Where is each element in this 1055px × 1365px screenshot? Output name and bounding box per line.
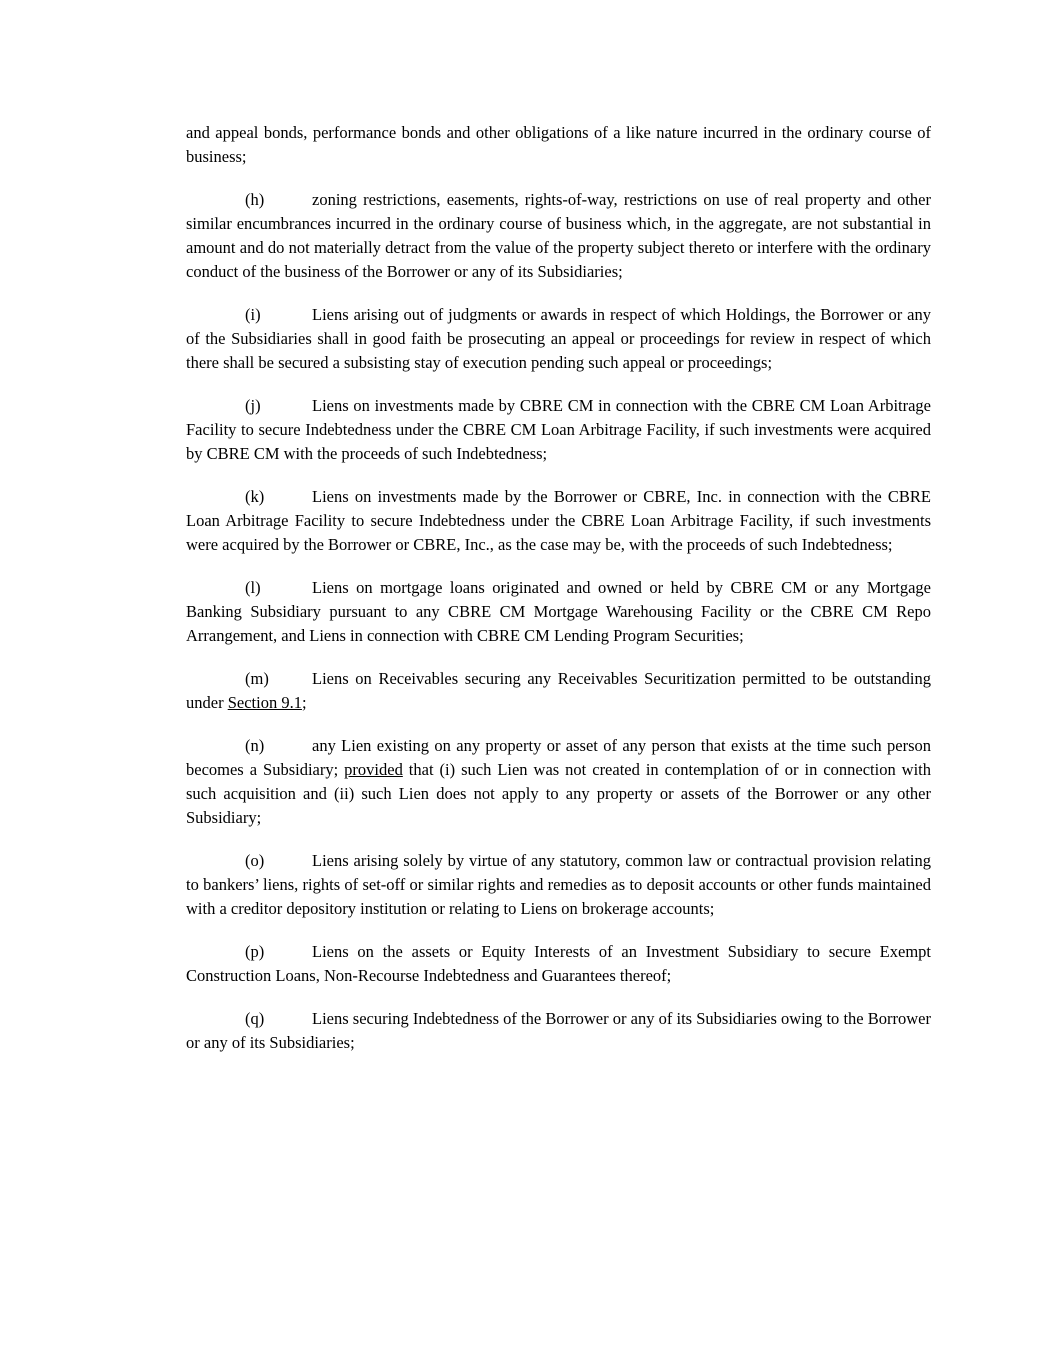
text-run: zoning restrictions, easements, rights-of-way, restrictions on use of real property and other similar encumbrances incurred in the ordinary course of business which, in the aggregate, are not substantial in amount and do not materially detract from the value of the property subject thereto or interfere with the ordinary conduct of the business of the Borrower or any of its Subsidiaries; bbox=[186, 190, 931, 281]
paragraph-q bbox=[186, 1007, 931, 1055]
text-run: and appeal bonds, performance bonds and other obligations of a like nature incurred in the ordinary course of business; bbox=[186, 123, 931, 166]
underlined-text-run: Section 9.1 bbox=[227, 693, 302, 712]
paragraph-i bbox=[186, 303, 931, 375]
text-run: Liens arising out of judgments or awards in respect of which Holdings, the Borrower or any of the Subsidiaries shall in good faith be prosecuting an appeal or proceedings for review in respect of which there shall be secured a subsisting stay of execution pending such appeal or proceedings; bbox=[186, 305, 931, 372]
paragraph-label: (k) bbox=[245, 487, 265, 506]
paragraph-l bbox=[186, 576, 931, 648]
text-run: ; bbox=[301, 693, 307, 712]
paragraph-label: (q) bbox=[245, 1009, 265, 1028]
paragraph-label: (j) bbox=[245, 396, 261, 415]
paragraph-label: (n) bbox=[245, 736, 265, 755]
paragraph-continuation bbox=[186, 121, 931, 169]
paragraph-p bbox=[186, 940, 931, 988]
text-run: Liens on Receivables securing any Receivables Securitization permitted to be outstanding under bbox=[186, 669, 931, 712]
paragraph-text bbox=[186, 123, 931, 166]
paragraph-label: (p) bbox=[245, 942, 265, 961]
paragraph-label: (h) bbox=[245, 190, 265, 209]
text-run: Liens on the assets or Equity Interests of an Investment Subsidiary to secure Exempt Construction Loans, Non-Recourse Indebtedness and Guarantees thereof; bbox=[186, 942, 931, 985]
text-run: any Lien existing on any property or asset of any person that exists at the time such person becomes a Subsidiary; bbox=[186, 736, 931, 779]
paragraph-m bbox=[186, 667, 931, 715]
text-run: that (i) such Lien was not created in contemplation of or in connection with such acquisition and (ii) such Lien does not apply to any property or assets of the Borrower or any other Subsidiary; bbox=[186, 760, 932, 827]
text-run: Liens on investments made by CBRE CM in connection with the CBRE CM Loan Arbitrage Facility to secure Indebtedness under the CBRE CM Loan Arbitrage Facility, if such investments were acquired by CBRE CM with the proceeds of such Indebtedness; bbox=[186, 396, 931, 463]
paragraph-k bbox=[186, 485, 931, 557]
paragraph-label: (m) bbox=[245, 669, 269, 688]
text-run: Liens on investments made by the Borrower or CBRE, Inc. in connection with the CBRE Loan Arbitrage Facility to secure Indebtedness under the CBRE Loan Arbitrage Facility, if such investments were acquired by the Borrower or CBRE, Inc., as the case may be, with the proceeds of such Indebtedness; bbox=[186, 487, 931, 554]
text-run: Liens securing Indebtedness of the Borrower or any of its Subsidiaries owing to the Borrower or any of its Subsidiaries; bbox=[186, 1009, 931, 1052]
paragraph-label: (o) bbox=[245, 851, 265, 870]
paragraph-j bbox=[186, 394, 931, 466]
paragraph-label: (l) bbox=[245, 578, 261, 597]
paragraph-o bbox=[186, 849, 931, 921]
text-run: Liens arising solely by virtue of any statutory, common law or contractual provision relating to bankers’ liens, rights of set-off or similar rights and remedies as to deposit accounts or other funds maintained with a creditor depository institution or relating to Liens on brokerage accounts; bbox=[186, 851, 931, 918]
paragraph-label: (i) bbox=[245, 305, 261, 324]
underlined-text-run: provided bbox=[344, 760, 403, 779]
paragraph-h bbox=[186, 188, 931, 284]
paragraph-n bbox=[186, 734, 931, 830]
text-run: Liens on mortgage loans originated and owned or held by CBRE CM or any Mortgage Banking Subsidiary pursuant to any CBRE CM Mortgage Warehousing Facility or the CBRE CM Repo Arrangement, and Liens in connection with CBRE CM Lending Program Securities; bbox=[186, 578, 931, 645]
